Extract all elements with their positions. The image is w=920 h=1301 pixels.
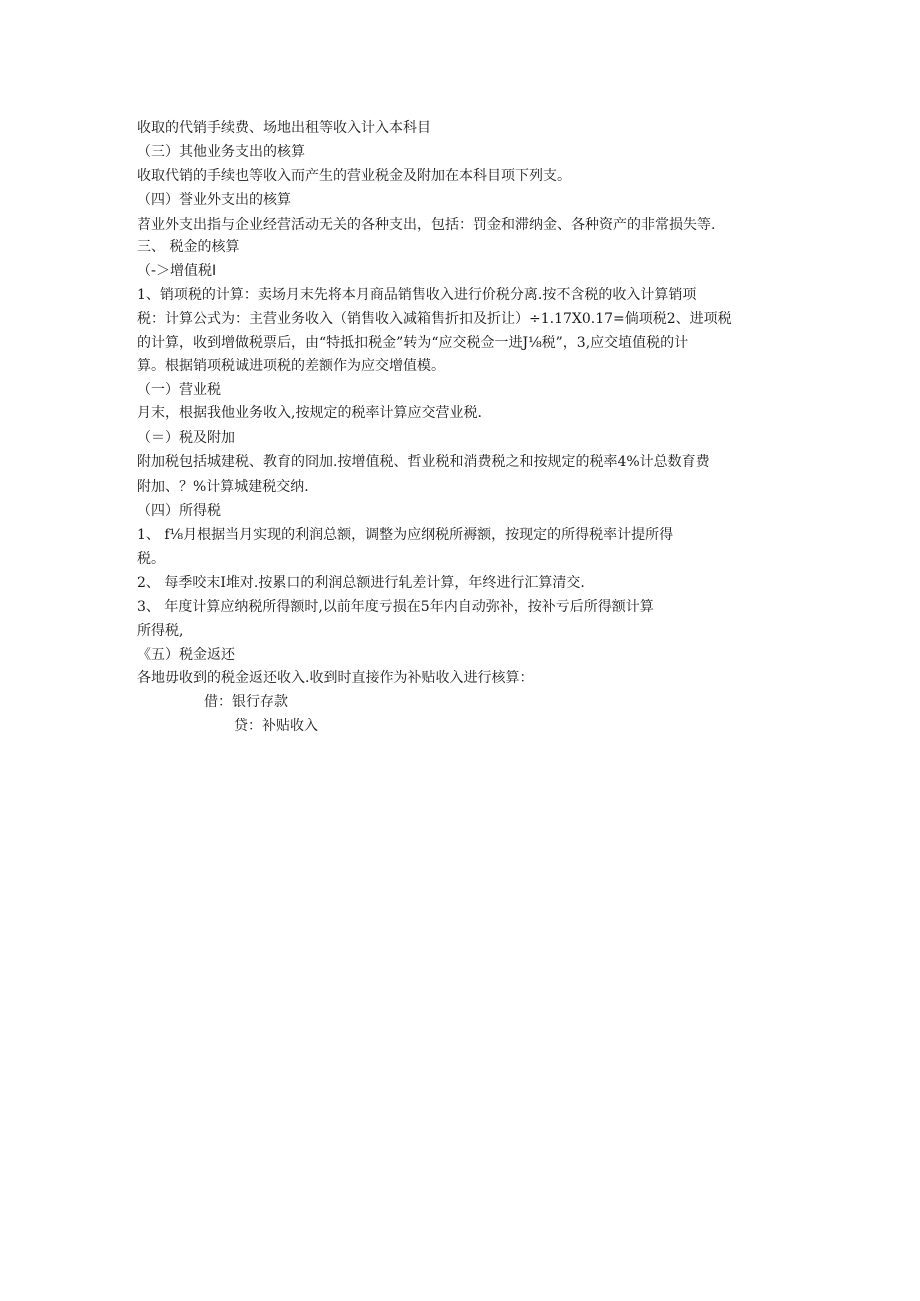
paragraph-line: 各地毋收到的税金返还收入.收到时直接作为补贴收入进行核算： bbox=[137, 670, 534, 686]
paragraph-line: 的计算，收到增做税票后，由“特抵扣税金”转为“应交税佥一进J⅛税”，3,应交埴值税的计 bbox=[137, 335, 689, 351]
section-heading: （四）誉业外支出的核算 bbox=[137, 192, 291, 208]
paragraph-line: 1、销项税的计算：卖场月末先将本月商品销售收入进行价税分离.按不含税的收入计算销项 bbox=[137, 287, 697, 303]
paragraph-line: 附加税包括城建税、教育的冏加.按增值税、哲业税和消费税之和按规定的税率4%计总数育费 bbox=[137, 454, 710, 470]
paragraph-line: 附加、？%计算城建税交纳. bbox=[137, 479, 309, 495]
chapter-heading: 三、 税金的核算 bbox=[137, 239, 240, 255]
section-heading: （-＞增值税Ⅰ bbox=[137, 263, 217, 279]
list-item: 3、 年度计算应纳税所得额时,以前年度亏损在5年内自动弥补，按补亏后所得额计算 bbox=[137, 599, 654, 615]
journal-entry-debit: 借：银行存款 bbox=[204, 694, 288, 710]
section-heading: （四）所得税 bbox=[137, 503, 221, 519]
paragraph-line: 算。根据销项税诚进项税的差额作为应交增值模。 bbox=[137, 358, 445, 374]
section-heading: （一）营业税 bbox=[137, 382, 221, 398]
section-heading: （三）其他业务支出的核算 bbox=[137, 144, 305, 160]
section-heading: （＝）税及附加 bbox=[137, 430, 235, 446]
paragraph-line: 税：计算公式为：主营业务收入（销售收入减箱售折扣及折让）÷1.17X0.17=倘项税2、进项税 bbox=[137, 311, 732, 327]
paragraph-line: 收取代销的手续也等收入而产生的营业税金及附加在本科目项下列支。 bbox=[137, 168, 571, 184]
paragraph-line: 收取的代销手续费、场地出租等收入计入本科目 bbox=[137, 120, 431, 136]
list-item: 2、 每季咬末I堆对.按累口的利润总额进行轧差计算，年终进行汇算清交. bbox=[137, 575, 585, 591]
paragraph-line: 税。 bbox=[137, 551, 165, 567]
paragraph-line: 月末，根据我他业务收入,按规定的税率计算应交营业税. bbox=[137, 405, 482, 421]
list-item: 1、 f⅛月根据当月实现的利润总额，调整为应纲税所褥额，按现定的所得税率计提所得 bbox=[137, 527, 674, 543]
section-heading: 《五）税金返还 bbox=[137, 647, 235, 663]
paragraph-line: 苕业外支出指与企业经营活动无关的各种支出，包括：罚金和滞纳金、各种资产的非常损失等. bbox=[137, 217, 716, 233]
paragraph-line: 所得税, bbox=[137, 623, 184, 639]
journal-entry-credit: 贷：补贴收入 bbox=[234, 718, 318, 734]
